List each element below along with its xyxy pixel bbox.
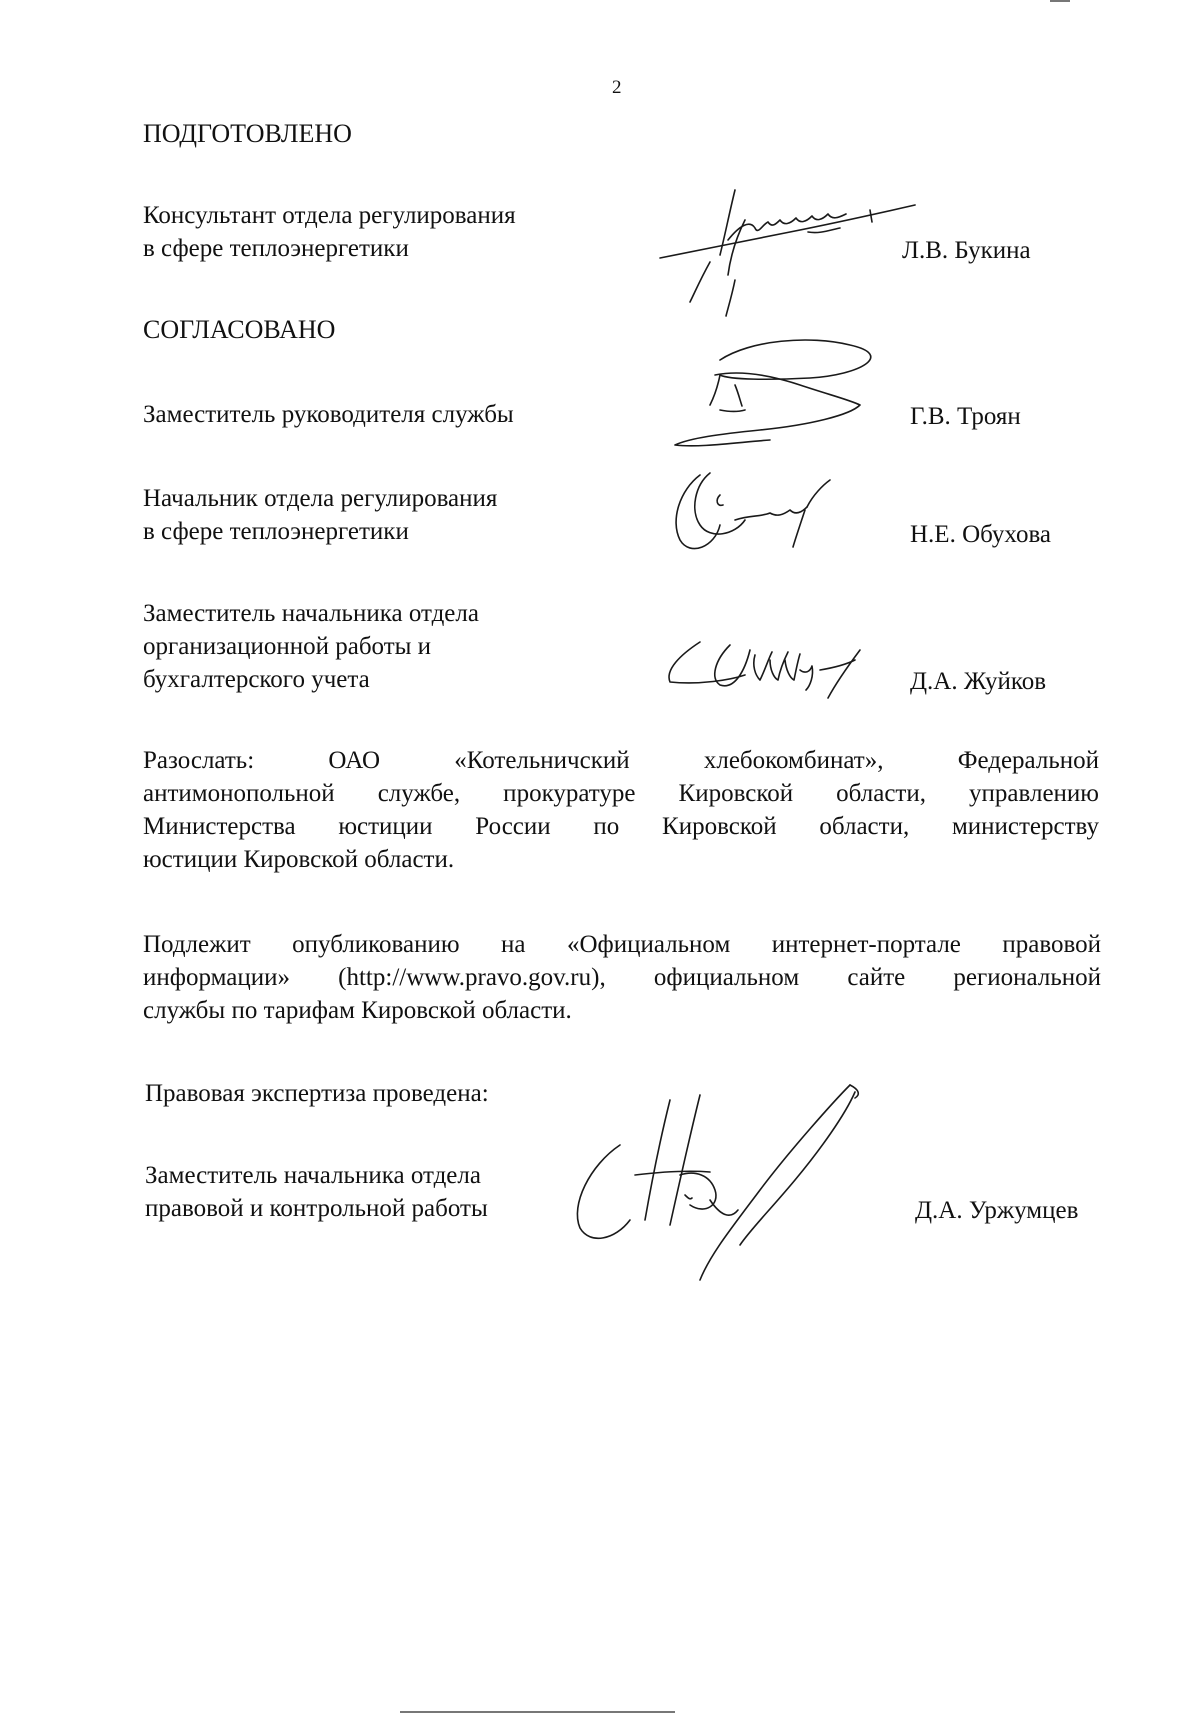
- page-number: 2: [612, 77, 622, 98]
- troyan-name: Г.В. Троян: [910, 403, 1021, 430]
- distribution-paragraph: [143, 744, 1099, 876]
- legal-review-position-line-1: Заместитель начальника отдела: [145, 1162, 481, 1189]
- zhuikov-position-line-3: бухгалтерского учета: [143, 666, 370, 693]
- legal-review-heading: Правовая экспертиза проведена:: [145, 1080, 489, 1107]
- signature-urzhumtsev: [560, 1080, 900, 1280]
- signature-obukhova: [665, 465, 845, 565]
- distribution-line-3: Министерства юстиции России по Кировской области, министерству: [143, 813, 1099, 840]
- deputy-head-position-line-1: Заместитель руководителя службы: [143, 401, 514, 428]
- publication-paragraph: [143, 928, 1101, 1027]
- publication-line-3: службы по тарифам Кировской области.: [143, 997, 572, 1024]
- obukhova-name: Н.Е. Обухова: [910, 521, 1052, 548]
- signature-troyan: [660, 330, 890, 470]
- legal-review-position-line-2: правовой и контрольной работы: [145, 1195, 488, 1222]
- prepared-heading: ПОДГОТОВЛЕНО: [143, 119, 352, 148]
- zhuikov-name: Д.А. Жуйков: [910, 668, 1047, 695]
- obukhova-position-line-1: Начальник отдела регулирования: [143, 485, 498, 512]
- prepared-position-line-2: в сфере теплоэнергетики: [143, 235, 409, 262]
- zhuikov-position-line-1: Заместитель начальника отдела: [143, 600, 479, 627]
- distribution-line-4: юстиции Кировской области.: [143, 846, 455, 873]
- prepared-name: Л.В. Букина: [902, 237, 1031, 264]
- agreed-heading: СОГЛАСОВАНО: [143, 315, 336, 344]
- signature-bukina: [640, 180, 930, 320]
- scan-bottom-line: [400, 1711, 675, 1713]
- prepared-position-line-1: Консультант отдела регулирования: [143, 202, 516, 229]
- zhuikov-position-line-2: организационной работы и: [143, 633, 432, 660]
- distribution-line-2: антимонопольной службе, прокуратуре Кировской области, управлению: [143, 780, 1099, 807]
- publication-line-1: Подлежит опубликованию на «Официальном интернет-портале правовой: [143, 931, 1101, 958]
- signature-zhuikov: [660, 630, 890, 700]
- publication-line-2: информации» (http://www.pravo.gov.ru), официальном сайте региональной: [143, 964, 1101, 991]
- urzhumtsev-name: Д.А. Уржумцев: [915, 1197, 1079, 1224]
- distribution-line-1: Разослать: ОАО «Котельничский хлебокомбинат», Федеральной: [143, 747, 1099, 774]
- obukhova-position-line-2: в сфере теплоэнергетики: [143, 518, 409, 545]
- scan-top-mark: [1050, 0, 1070, 2]
